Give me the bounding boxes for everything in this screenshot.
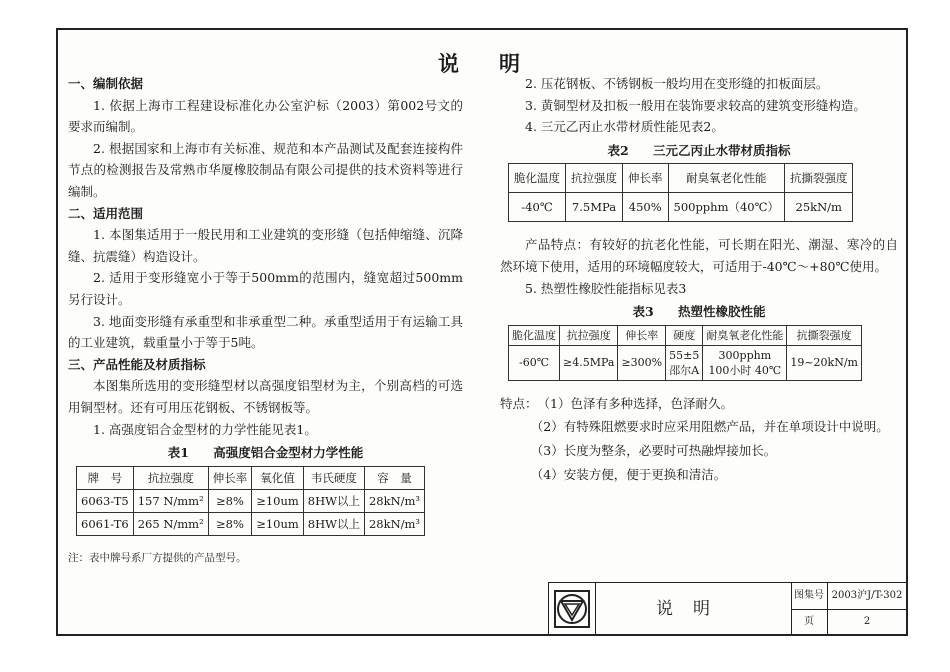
section-2-para-1: 1. 本图集适用于一般民用和工业建筑的变形缝（包括伸缩缝、沉降缝、抗震缝）构造设计。 bbox=[68, 227, 463, 264]
table-header-cell: 脆化温度 bbox=[509, 164, 566, 193]
triangle-circle-logo-icon bbox=[549, 583, 595, 635]
section-2-para-2: 2. 适用于变形缝宽小于等于500mm的范围内，缝宽超过500mm另行设计。 bbox=[68, 270, 463, 307]
page-title-char-2: 明 bbox=[499, 51, 522, 76]
table-cell: 6063-T5 bbox=[77, 489, 134, 512]
table-cell: 6061-T6 bbox=[77, 512, 134, 535]
table-cell: ≥300% bbox=[618, 345, 666, 380]
list-item: （2）有特殊阻燃要求时应采用阻燃产品，并在单项设计中说明。 bbox=[530, 419, 889, 435]
page-value: 2 bbox=[863, 616, 871, 627]
table-cell: 265 N/mm² bbox=[133, 512, 208, 535]
table-cell: ≥4.5MPa bbox=[560, 345, 618, 380]
table-header-row bbox=[77, 466, 425, 489]
table-header-cell: 伸长率 bbox=[623, 164, 669, 193]
table-row bbox=[77, 489, 425, 512]
table-3 bbox=[508, 325, 862, 381]
logo bbox=[549, 583, 596, 635]
table-cell: 28kN/m³ bbox=[364, 512, 424, 535]
section-1-para-2: 2. 根据国家和上海市有关标准、规范和本产品测试及配套连接构件节点的检测报告及常熟市华厦橡胶制品有限公司提供的技术资料等进行编制。 bbox=[68, 140, 463, 199]
table-header-cell: 抗撕裂强度 bbox=[787, 325, 862, 345]
table-header-cell: 耐臭氧老化性能 bbox=[703, 325, 787, 345]
table-cell: 8HW以上 bbox=[303, 489, 364, 512]
atlas-value: 2003沪J/T-302 bbox=[831, 590, 903, 601]
table-cell: 450% bbox=[623, 193, 669, 222]
section-1-para-1: 1. 依据上海市工程建设标准化办公室沪标（2003）第002号文的要求而编制。 bbox=[68, 97, 463, 135]
table-cell: 19~20kN/m bbox=[787, 345, 862, 380]
table-1-number: 表1 bbox=[167, 445, 189, 461]
table-cell: -60℃ bbox=[509, 345, 560, 380]
list-item: （3）长度为整条，必要时可热融焊接加长。 bbox=[530, 442, 777, 458]
table-header-cell: 抗拉强度 bbox=[133, 466, 208, 489]
section-2-para-3: 3. 地面变形缝有承重型和非承重型二种。承重型适用于有运输工具的工业建筑，载重量小于等于5吨。 bbox=[68, 313, 463, 351]
title-block-name: 说明 bbox=[595, 583, 792, 635]
table-cell: ≥10um bbox=[252, 512, 304, 535]
table-header-row bbox=[509, 164, 853, 193]
list-item bbox=[500, 393, 898, 415]
table-cell: 8HW以上 bbox=[303, 512, 364, 535]
table-cell: 28kN/m³ bbox=[364, 489, 424, 512]
table-cell: 500pphm（40℃） bbox=[668, 193, 784, 222]
atlas-label: 图集号 bbox=[791, 583, 828, 609]
table-row bbox=[509, 345, 862, 380]
section-2-heading: 二、适用范围 bbox=[68, 205, 144, 221]
right-para-2: 2. 压花钢板、不锈钢板一般均用在变形缝的扣板面层。 bbox=[525, 76, 829, 91]
table-2-caption bbox=[500, 140, 898, 162]
table-1-note: 注：表中牌号系厂方提供的产品型号。 bbox=[68, 551, 247, 564]
hardness-value: 55±5 bbox=[669, 348, 700, 362]
table-header-cell: 伸长率 bbox=[618, 325, 666, 345]
right-para-3: 3. 黄铜型材及扣板一般用在装饰要求较高的建筑变形缝构造。 bbox=[525, 97, 866, 113]
table-3-title: 热塑性橡胶性能 bbox=[678, 304, 766, 320]
section-3-para-1: 本图集所选用的变形缝型材以高强度铝型材为主，个别高档的可选用铜型材。还有可用压花钢板、不锈钢板等。 bbox=[68, 378, 463, 415]
table-header-cell: 耐臭氧老化性能 bbox=[668, 164, 784, 193]
table-cell: ≥10um bbox=[252, 489, 304, 512]
features-list bbox=[500, 393, 898, 485]
table-2-title: 三元乙丙止水带材质指标 bbox=[653, 142, 791, 158]
right-column bbox=[500, 73, 898, 487]
features-label: 特点： bbox=[500, 395, 538, 411]
feature-text: （1）色泽有多种选择，色泽耐久。 bbox=[537, 395, 733, 411]
table-cell: ≥8% bbox=[208, 512, 252, 535]
table-3-number: 表3 bbox=[632, 304, 654, 320]
table-cell: -40℃ bbox=[509, 193, 566, 222]
page-number-row bbox=[791, 609, 907, 635]
title-block-info bbox=[791, 583, 907, 635]
title-block bbox=[548, 582, 908, 636]
table-cell: 7.5MPa bbox=[566, 193, 623, 222]
table-header-cell: 伸长率 bbox=[208, 466, 252, 489]
table-header-cell: 脆化温度 bbox=[509, 325, 560, 345]
section-1-heading: 一、编制依据 bbox=[68, 76, 144, 91]
table-cell: 157 N/mm² bbox=[133, 489, 208, 512]
table-1-title: 高强度铝合金型材力学性能 bbox=[213, 445, 364, 461]
product-features-para: 产品特点：有较好的抗老化性能，可长期在阳光、潮湿、寒冷的自然环境下使用，适用的环境幅度较大，可适用于-40℃～+80℃使用。 bbox=[500, 237, 898, 274]
table-2 bbox=[508, 163, 853, 222]
table-1 bbox=[76, 466, 425, 536]
right-para-4: 4. 三元乙丙止水带材质性能见表2。 bbox=[525, 119, 724, 135]
table-row bbox=[509, 193, 853, 222]
hardness-unit: 邵尔A bbox=[669, 363, 700, 377]
table-row bbox=[77, 512, 425, 535]
table-header-cell: 抗拉强度 bbox=[566, 164, 623, 193]
table-header-cell: 容 量 bbox=[364, 466, 424, 489]
right-para-5: 5. 热塑性橡胶性能指标见表3 bbox=[525, 280, 687, 296]
table-header-cell: 氧化值 bbox=[252, 466, 304, 489]
table-header-cell: 韦氏硬度 bbox=[303, 466, 364, 489]
page-label: 页 bbox=[791, 609, 828, 635]
table-2-number: 表2 bbox=[607, 142, 629, 158]
ozone-value: 300pphm bbox=[718, 348, 772, 362]
table-cell bbox=[666, 345, 703, 380]
table-header-cell: 抗撕裂强度 bbox=[784, 164, 853, 193]
ozone-condition: 100小时 40℃ bbox=[708, 363, 782, 377]
list-item: （4）安装方便，便于更换和清洁。 bbox=[530, 466, 727, 482]
atlas-number-row bbox=[791, 583, 907, 610]
table-header-cell: 牌 号 bbox=[77, 466, 134, 489]
table-1-caption bbox=[68, 442, 463, 464]
table-header-row bbox=[509, 325, 862, 345]
section-3-heading: 三、产品性能及材质指标 bbox=[68, 356, 206, 372]
table-cell: ≥8% bbox=[208, 489, 252, 512]
table-3-caption bbox=[500, 301, 898, 323]
table-cell: 25kN/m bbox=[784, 193, 853, 222]
table-header-cell: 硬度 bbox=[666, 325, 703, 345]
table-cell bbox=[703, 345, 787, 380]
page-title-char-1: 说 bbox=[438, 51, 461, 76]
left-column bbox=[68, 73, 463, 569]
section-3-para-2: 1. 高强度铝合金型材的力学性能见表1。 bbox=[93, 421, 317, 437]
table-header-cell: 抗拉强度 bbox=[560, 325, 618, 345]
